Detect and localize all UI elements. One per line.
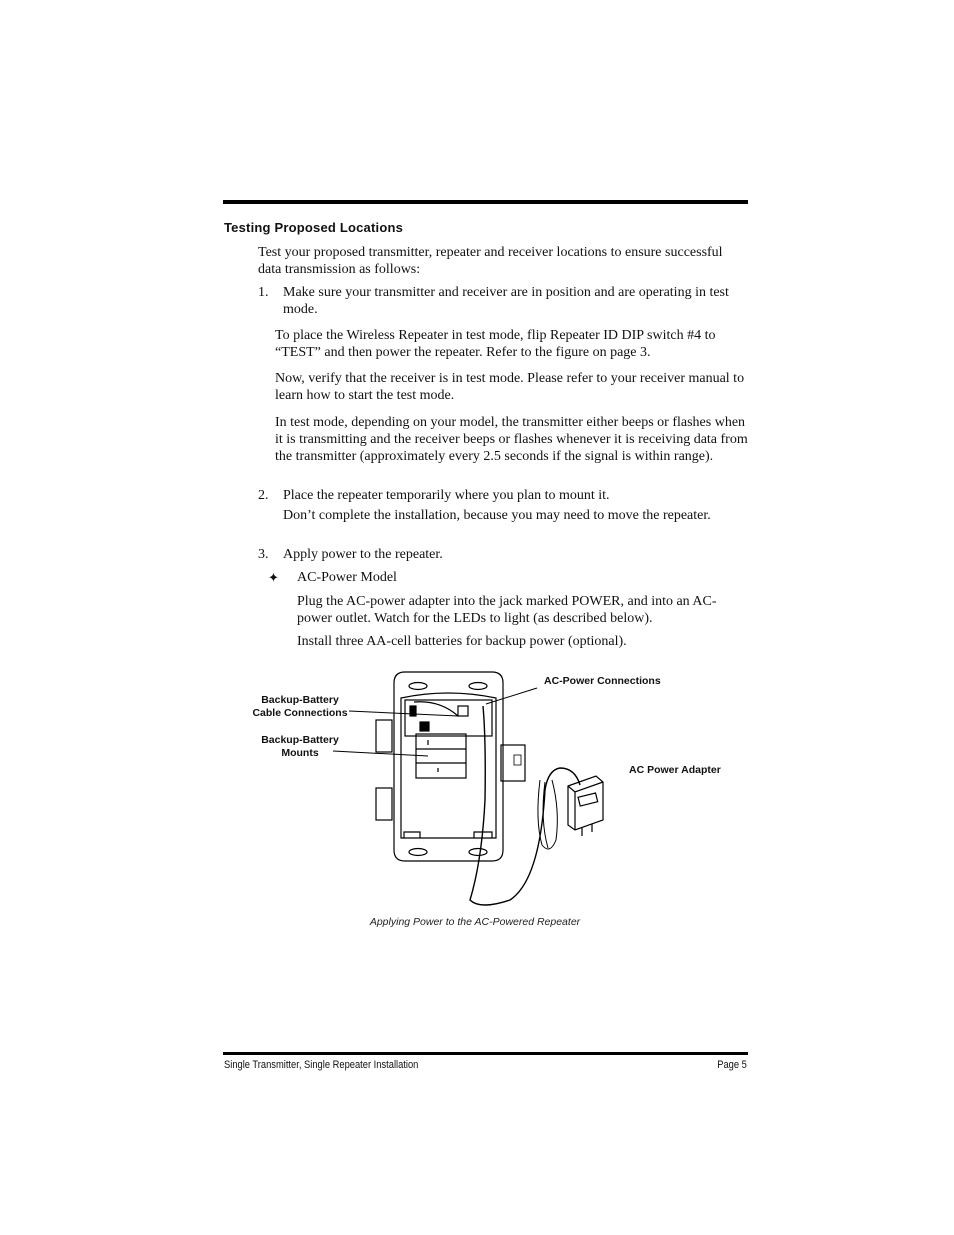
footer-title: Single Transmitter, Single Repeater Installation — [224, 1059, 419, 1071]
step-1-note-3: In test mode, depending on your model, the transmitter either beeps or flashes when it is transmitting and the receiver beeps or flashes whenever it is receiving data from the transmitter (approximately every 2.5 seconds if the signal is within range). — [275, 415, 748, 464]
intro-paragraph: Test your proposed transmitter, repeater and receiver locations to ensure successful data transmission as follows: — [258, 245, 723, 277]
bullet-paragraph-1: Plug the AC-power adapter into the jack marked POWER, and into an AC-power outlet. Watch for the LEDs to light (as described below). — [297, 594, 717, 626]
section-heading: Testing Proposed Locations — [224, 220, 404, 235]
mount-slot-top-right — [469, 683, 487, 690]
leader-backup-cable — [349, 711, 458, 716]
mount-slot-bottom-right — [469, 849, 487, 856]
bullet-symbol: ✦ — [268, 570, 279, 585]
left-flange-bottom — [376, 788, 392, 820]
right-flange — [501, 745, 525, 781]
step-2-note-1: Don’t complete the installation, because you may need to move the repeater. — [283, 508, 711, 523]
callout-ac-connections: AC-Power Connections — [544, 675, 661, 687]
circuit-board — [405, 700, 492, 736]
left-flange-top — [376, 720, 392, 752]
callout-backup-cable-line1: Backup-Battery — [261, 694, 339, 706]
mount-slot-top-left — [409, 683, 427, 690]
callout-backup-cable — [252, 694, 348, 720]
callout-backup-mounts-line2: Mounts — [281, 747, 319, 759]
bullet-paragraph-2: Install three AA-cell batteries for backup power (optional). — [297, 634, 627, 649]
callout-backup-mounts — [252, 734, 348, 760]
leader-ac-connections — [486, 688, 537, 704]
step-1-note-1: To place the Wireless Repeater in test mode, flip Repeater ID DIP switch #4 to “TEST” and then power the repeater. Refer to the figure on page 3. — [275, 328, 716, 360]
step-2-number: 2. — [258, 488, 269, 503]
step-1-text: Make sure your transmitter and receiver are in position and are operating in test mode. — [283, 285, 729, 317]
figure-caption: Applying Power to the AC-Powered Repeater — [369, 916, 581, 928]
bottom-rule — [223, 1052, 748, 1055]
step-1-note-2: Now, verify that the receiver is in test mode. Please refer to your receiver manual to learn how to start the test mode. — [275, 371, 745, 403]
callout-backup-mounts-line1: Backup-Battery — [261, 734, 339, 746]
step-1-number: 1. — [258, 285, 269, 300]
step-2-text: Place the repeater temporarily where you plan to mount it. — [283, 488, 610, 503]
bullet-label: AC-Power Model — [297, 570, 397, 585]
callout-backup-cable-line2: Cable Connections — [252, 707, 348, 719]
step-3-text: Apply power to the repeater. — [283, 547, 443, 562]
footer-page-number: Page 5 — [717, 1059, 747, 1071]
callout-ac-adapter: AC Power Adapter — [629, 764, 721, 776]
mount-slot-bottom-left — [409, 849, 427, 856]
step-3-number: 3. — [258, 547, 269, 562]
